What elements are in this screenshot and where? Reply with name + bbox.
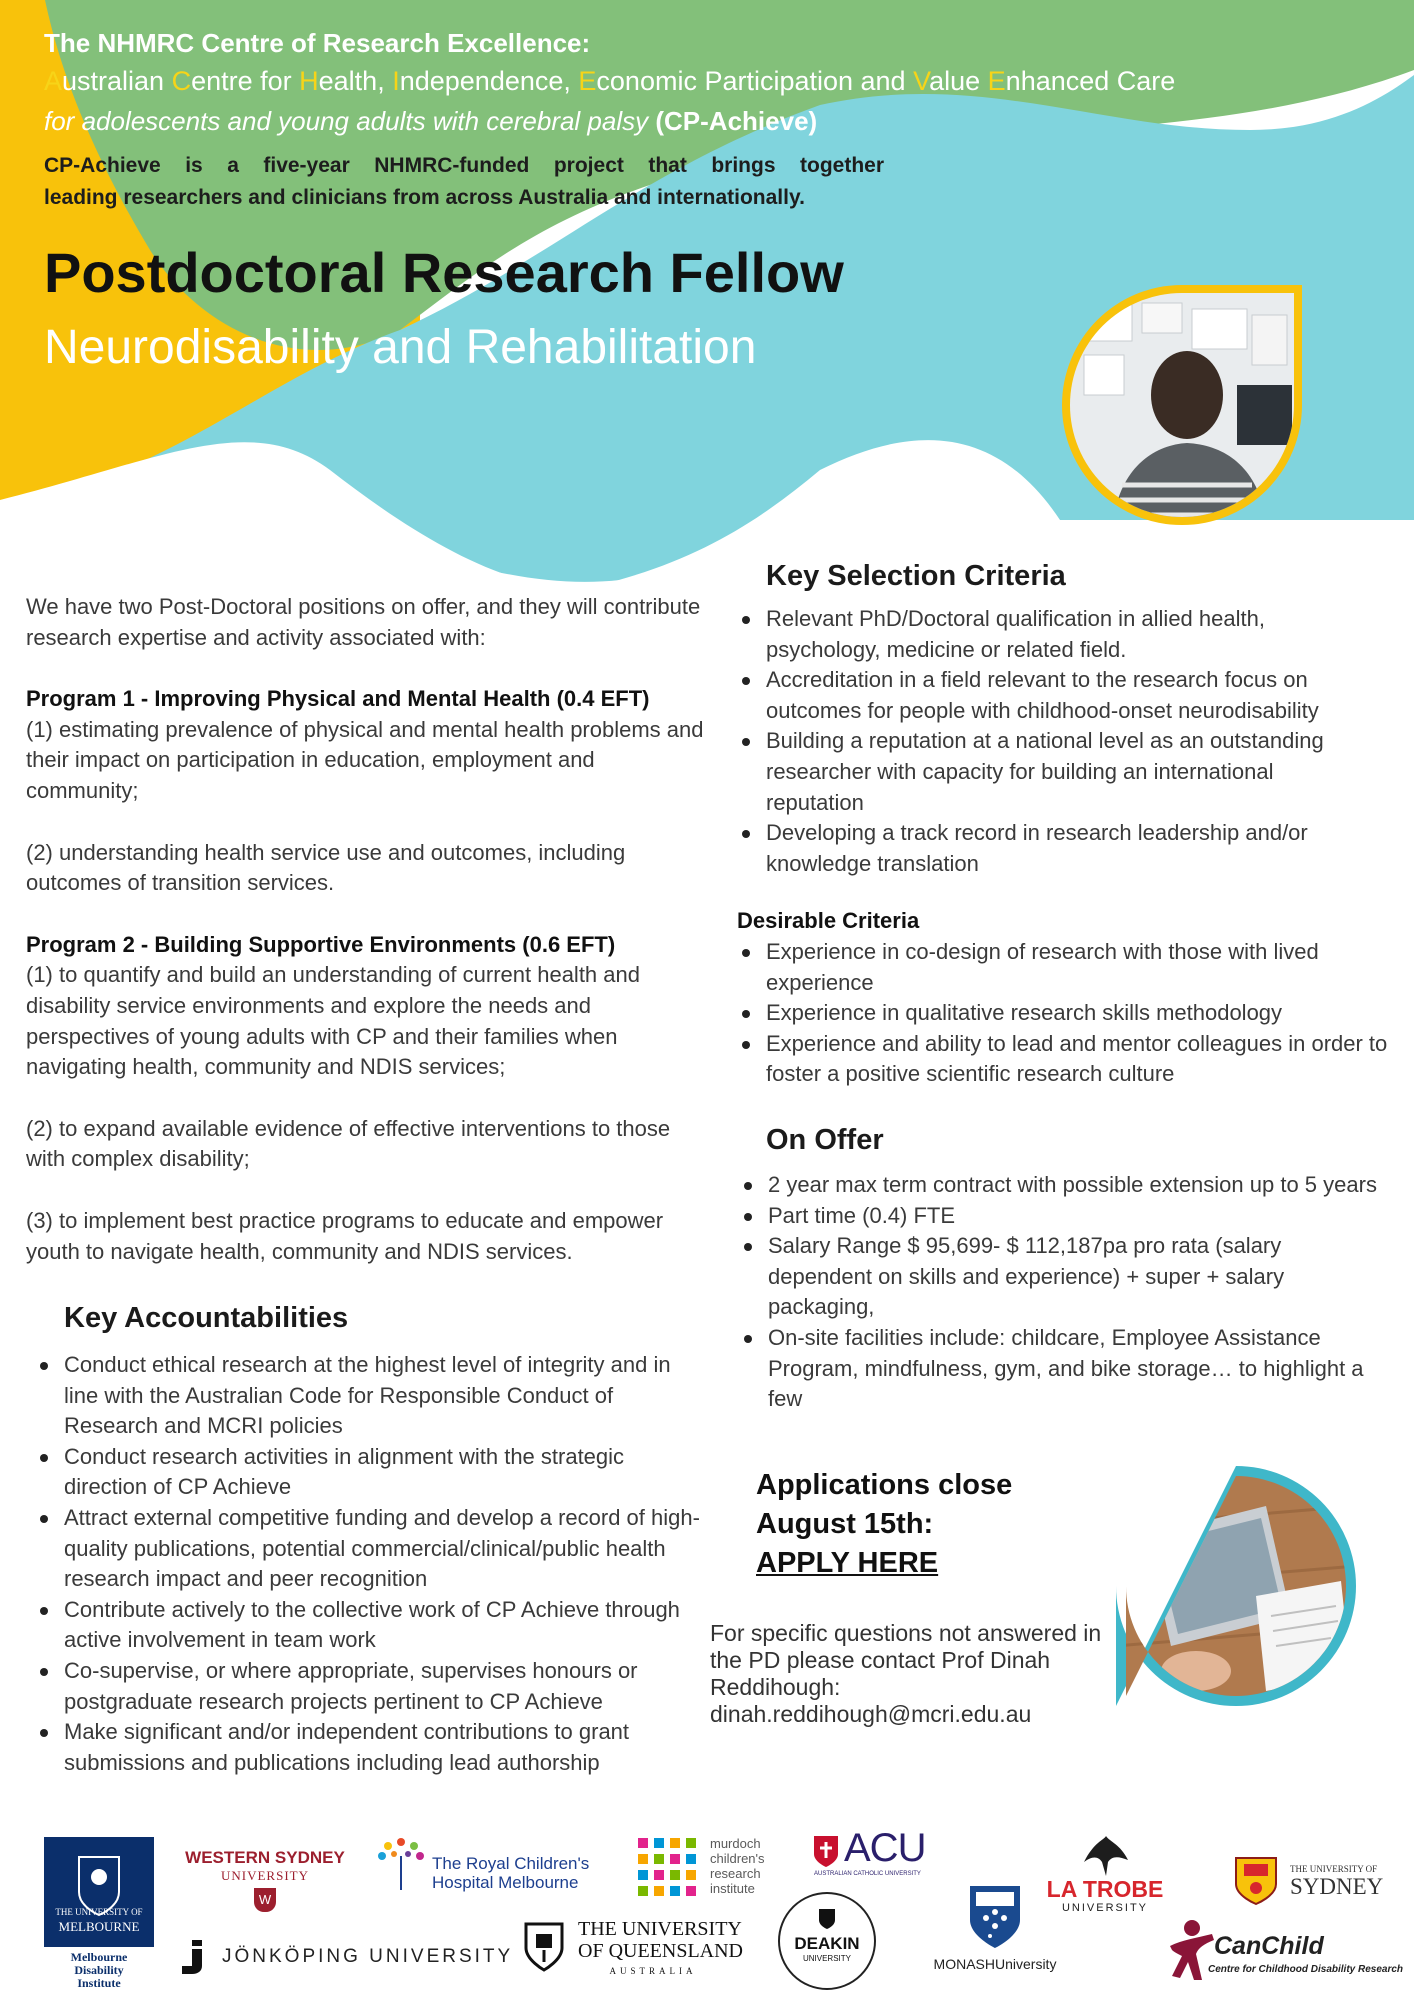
researcher-photo (1062, 285, 1302, 530)
mdi-text (44, 1951, 154, 1990)
deakin-sub: UNIVERSITY (802, 1954, 851, 1963)
centre-word: ndependence, (399, 66, 579, 96)
monash-sub: University (994, 1956, 1057, 1972)
rch-text (432, 1854, 589, 1892)
apply-here-link[interactable]: APPLY HERE (756, 1547, 939, 1579)
program2-item-3: (3) to implement best practice programs to educate and empower youth to navigate health, community and NDIS services. (26, 1207, 664, 1264)
rch-logo (376, 1836, 606, 1896)
monash-name: MONASH (933, 1956, 995, 1972)
program2-item-1: (1) to quantify and build an understanding of current health and disability service environments and explore the needs and perspectives of young adults with CP and their families when navigating health, community and NDIS services; (26, 962, 640, 1080)
intro-text (44, 150, 884, 214)
list-item: Attract external competitive funding and develop a record of high-quality publications, potential commercial/clinical/public health research impact and peer recognition (34, 1503, 710, 1595)
program1-heading: Program 1 - Improving Physical and Mental Health (0.4 EFT) (26, 686, 650, 712)
mcri-grid-icon (638, 1838, 700, 1900)
list-item: On-site facilities include: childcare, Employee Assistance Program, mindfulness, gym, and bike storage… to highlight a few (738, 1323, 1378, 1415)
sydney-crest-icon (1234, 1856, 1278, 1906)
desirable-list (736, 937, 1398, 1090)
sydney-line2: SYDNEY (1290, 1874, 1384, 1899)
subtitle-bold: (CP-Achieve) (655, 106, 818, 136)
deakin-logo (778, 1892, 876, 1990)
list-item: Part time (0.4) FTE (738, 1201, 1378, 1232)
centre-word: ustralian (62, 66, 172, 96)
uq-line3: AUSTRALIA (609, 1966, 697, 1976)
canchild-logo (1162, 1918, 1402, 1988)
list-item: Building a reputation at a national level as an outstanding researcher with capacity for building an international reputation (736, 726, 1356, 818)
applications-line-2: August 15th: (756, 1508, 934, 1540)
melbourne-logo (44, 1837, 154, 1991)
canchild-name: CanChild (1214, 1932, 1324, 1960)
header-subtitle (44, 106, 817, 137)
accountabilities-heading: Key Accountabilities (64, 1302, 349, 1334)
mdi-line2: Disability (74, 1963, 124, 1977)
uq-crest-icon (524, 1922, 564, 1972)
centre-word: nhanced Care (1005, 66, 1176, 96)
uq-logo (524, 1918, 744, 1980)
left-column (26, 592, 706, 1267)
uq-line1: THE UNIVERSITY (578, 1918, 742, 1940)
positions-intro: We have two Post-Doctoral positions on offer, and they will contribute research expertise and activity associated with: (26, 594, 701, 650)
intro-line-1: CP-Achieve is a five-year NHMRC-funded project that brings together (44, 154, 884, 177)
canchild-sub: Centre for Childhood Disability Research (1208, 1964, 1404, 1975)
latrobe-name: LA TROBE (1046, 1876, 1164, 1902)
program2-heading: Program 2 - Building Supportive Environments (0.6 EFT) (26, 931, 616, 957)
acu-logo (812, 1826, 942, 1882)
list-item: Experience in co-design of research with those with lived experience (736, 937, 1398, 998)
list-item: Experience and ability to lead and mentor colleagues in order to foster a positive scientific research culture (736, 1029, 1398, 1090)
list-item: Make significant and/or independent contributions to grant submissions and publications including lead authorship (34, 1717, 710, 1778)
contact-info: For specific questions not answered in the PD please contact Prof Dinah Reddihough: dinah.reddihough@mcri.edu.au (710, 1620, 1102, 1727)
wsu-shield-icon: W (254, 1888, 276, 1912)
applications-line-1: Applications close (756, 1469, 1013, 1501)
latrobe-eagle-icon (1080, 1832, 1132, 1876)
rch-line1: The Royal Children's (432, 1854, 590, 1873)
desirable-heading: Desirable Criteria (737, 908, 920, 933)
centre-name (44, 66, 1175, 97)
centre-initial: I (392, 66, 400, 96)
centre-initial: V (913, 66, 930, 96)
deakin-shield-icon (818, 1908, 836, 1930)
monash-shield-icon (968, 1884, 1022, 1950)
monash-text (930, 1956, 1060, 1972)
deakin-name: DEAKIN (794, 1934, 860, 1953)
offer-list (738, 1170, 1378, 1415)
list-item: Experience in qualitative research skills methodology (736, 998, 1398, 1029)
mcri-text (710, 1836, 765, 1896)
list-item: Conduct ethical research at the highest level of integrity and in line with the Australian Code for Responsible Conduct of Research and MCRI policies (34, 1350, 710, 1442)
latrobe-sub: UNIVERSITY (1061, 1902, 1148, 1914)
list-item: Conduct research activities in alignment with the strategic direction of CP Achieve (34, 1442, 710, 1503)
selection-heading: Key Selection Criteria (766, 560, 1066, 592)
centre-initial: H (299, 66, 319, 96)
rch-tree-icon (376, 1836, 426, 1890)
rch-line2: Hospital Melbourne (432, 1873, 579, 1892)
sydney-line1: THE UNIVERSITY OF (1290, 1864, 1378, 1874)
jonkoping-name: JÖNKÖPING UNIVERSITY (222, 1946, 514, 1967)
centre-initial: A (44, 66, 63, 96)
wsu-line2: UNIVERSITY (221, 1868, 309, 1883)
job-title: Postdoctoral Research Fellow (44, 241, 844, 304)
centre-word: conomic Participation and (596, 66, 914, 96)
uq-line2: OF QUEENSLAND (578, 1940, 743, 1962)
wsu-line1: WESTERN SYDNEY (185, 1848, 345, 1867)
acu-sub: AUSTRALIAN CATHOLIC UNIVERSITY (814, 1871, 921, 1877)
acu-shield-icon (812, 1834, 840, 1868)
jonkoping-logo (180, 1938, 514, 1978)
program2-item-2: (2) to expand available evidence of effective interventions to those with complex disability; (26, 1115, 671, 1172)
centre-initial: C (171, 66, 192, 96)
monash-logo (930, 1884, 1060, 1980)
offer-heading: On Offer (766, 1124, 884, 1156)
jonkoping-j-icon (180, 1940, 206, 1974)
laptop-photo (1116, 1466, 1356, 1706)
job-subtitle: Neurodisability and Rehabilitation (44, 321, 757, 374)
subtitle-italic: for adolescents and young adults with cerebral palsy (44, 106, 649, 136)
mdi-line3: Institute (77, 1976, 121, 1990)
list-item: Co-supervise, or where appropriate, supervises honours or postgraduate research projects pertinent to CP Achieve (34, 1656, 710, 1717)
list-item: Relevant PhD/Doctoral qualification in allied health, psychology, medicine or related field. (736, 604, 1356, 665)
header-title: The NHMRC Centre of Research Excellence: (44, 28, 591, 58)
mcri-logo (638, 1836, 778, 1902)
selection-list (736, 604, 1356, 879)
wsu-logo (180, 1848, 350, 1918)
applications-close (756, 1466, 1012, 1583)
list-item: 2 year max term contract with possible extension up to 5 years (738, 1170, 1378, 1201)
intro-line-2: leading researchers and clinicians from across Australia and internationally. (44, 186, 805, 209)
list-item: Developing a track record in research leadership and/or knowledge translation (736, 818, 1356, 879)
sydney-logo (1234, 1856, 1384, 1906)
accountabilities-list (34, 1350, 710, 1778)
mcri-line1: murdoch (710, 1836, 761, 1851)
uq-text (578, 1918, 743, 1962)
melbourne-line1: THE UNIVERSITY OF (55, 1907, 143, 1917)
centre-initial: E (578, 66, 597, 96)
mcri-line3: research (710, 1866, 761, 1881)
acu-name: ACU (844, 1826, 926, 1870)
mdi-line1: Melbourne (70, 1950, 128, 1964)
list-item: Salary Range $ 95,699- $ 112,187pa pro rata (salary dependent on skills and experience) + super + salary packaging, (738, 1231, 1378, 1323)
centre-initial: E (987, 66, 1006, 96)
program1-item-1: (1) estimating prevalence of physical and mental health problems and their impact on participation in education, employment and community; (26, 716, 704, 803)
melbourne-line2: MELBOURNE (58, 1919, 140, 1934)
mcri-line4: institute (710, 1881, 755, 1896)
centre-word: ealth, (318, 66, 393, 96)
list-item: Contribute actively to the collective work of CP Achieve through active involvement in team work (34, 1595, 710, 1656)
centre-word: alue (929, 66, 988, 96)
list-item: Accreditation in a field relevant to the research focus on outcomes for people with childhood-onset neurodisability (736, 665, 1356, 726)
mcri-line2: children's (710, 1851, 765, 1866)
program1-item-2: (2) understanding health service use and outcomes, including outcomes of transition services. (26, 839, 626, 896)
centre-word: entre for (191, 66, 300, 96)
